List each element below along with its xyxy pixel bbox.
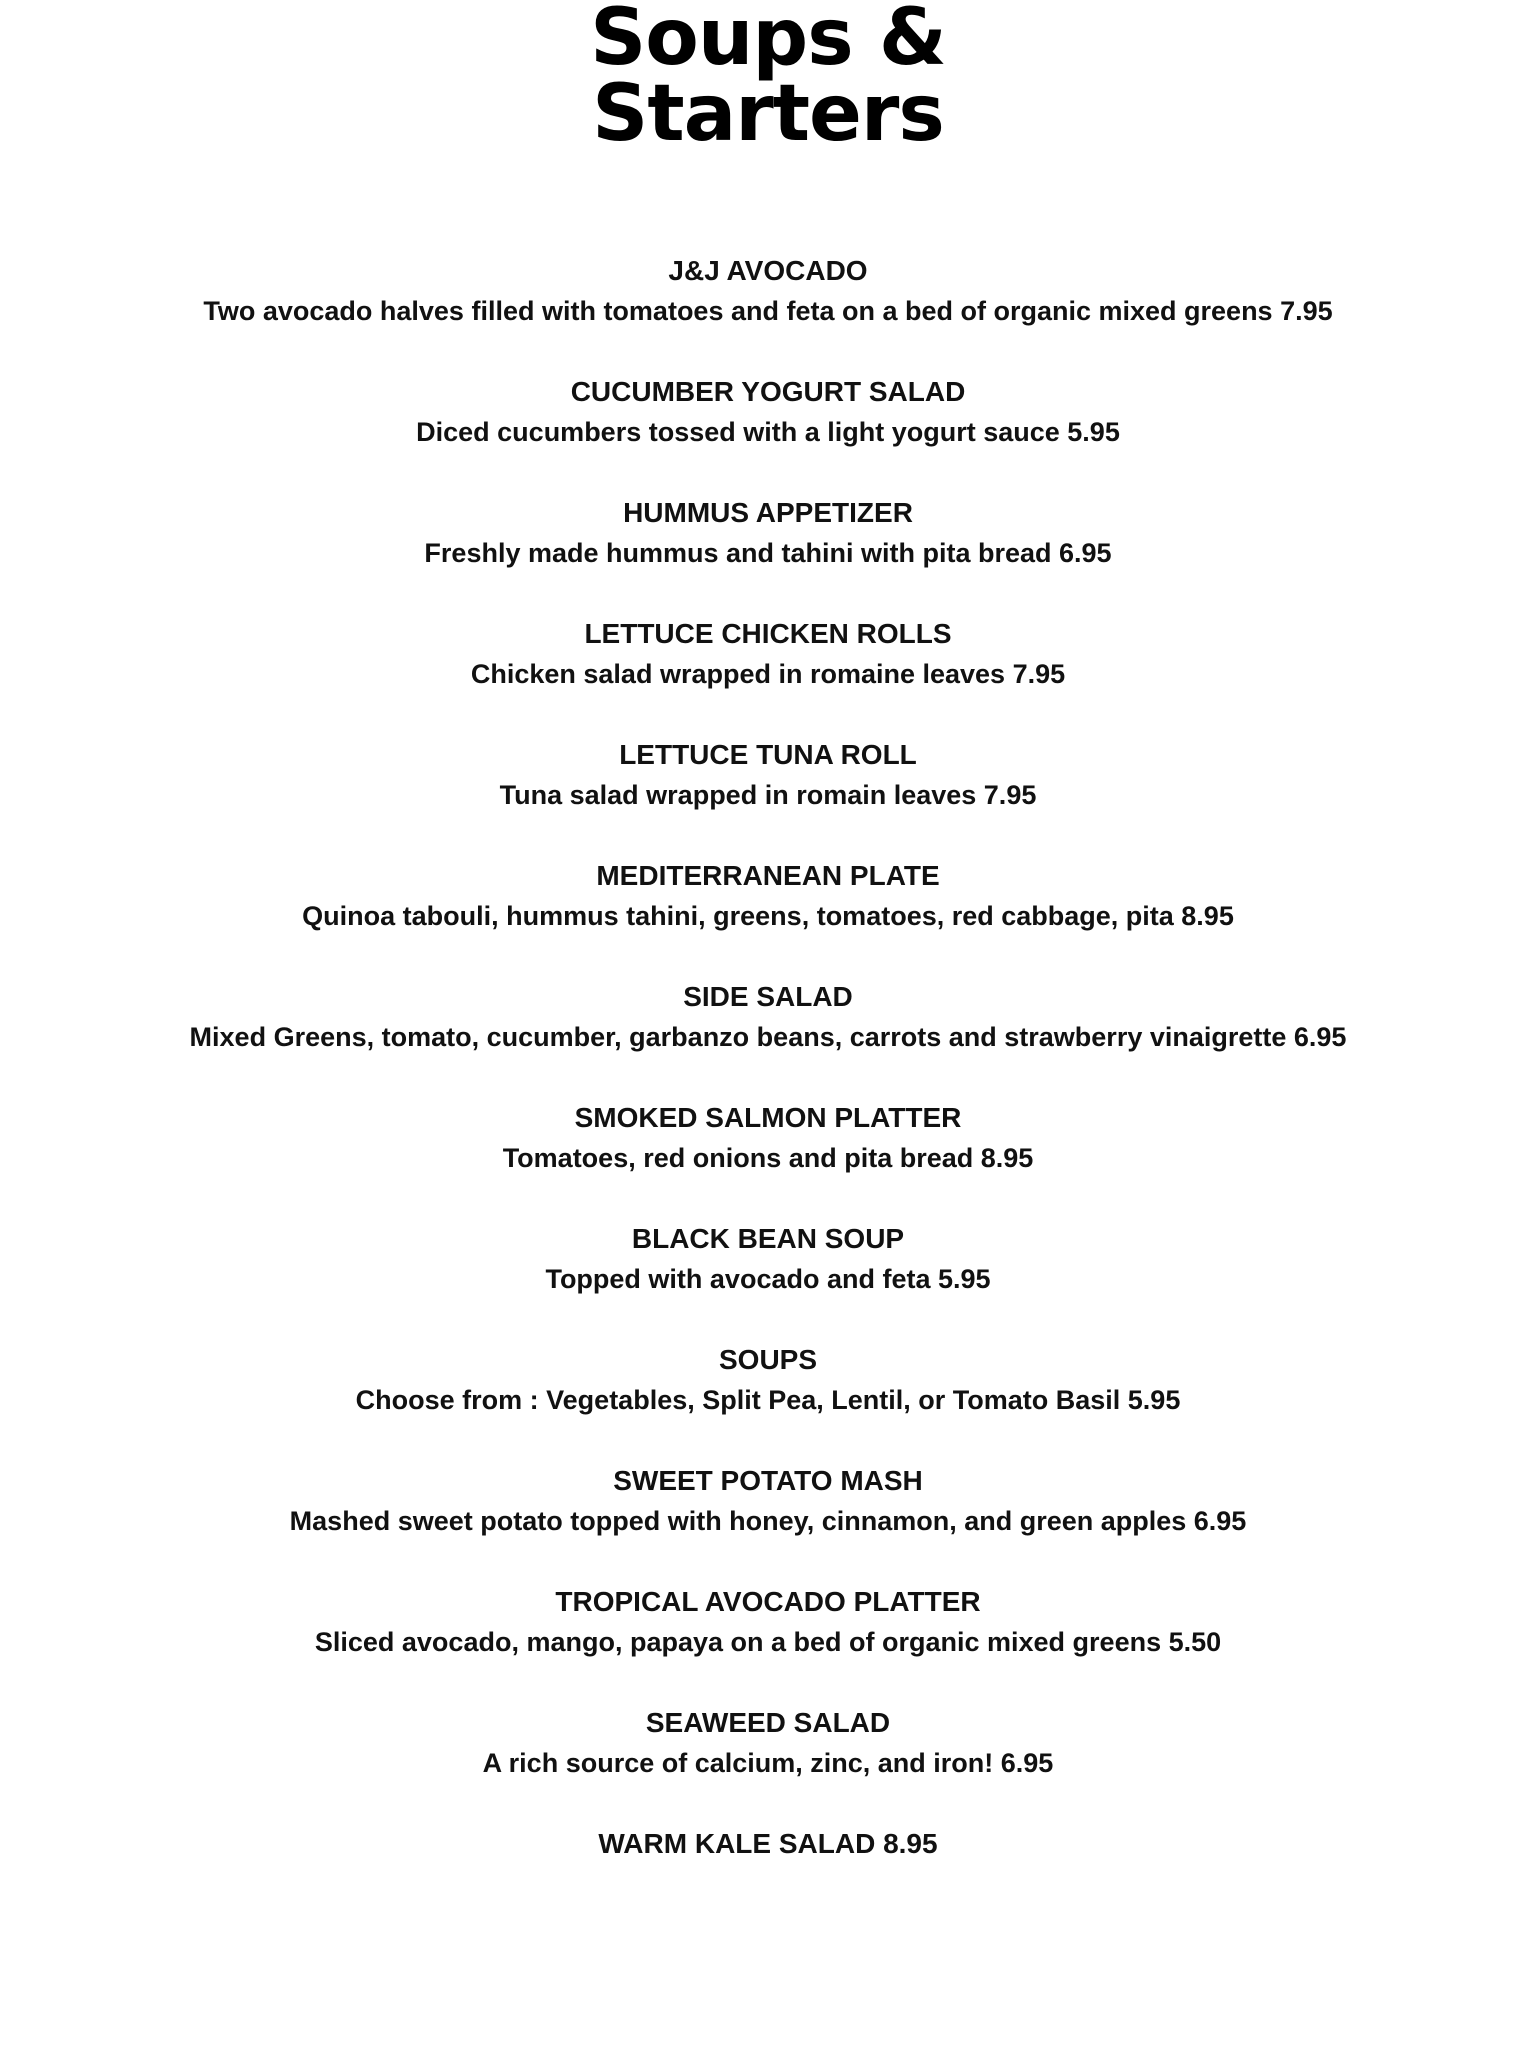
menu-item: [0, 1824, 1536, 1945]
menu-item-name: BLACK BEAN SOUP: [631, 1223, 905, 1254]
menu-item-name: WARM KALE SALAD 8.95: [598, 1828, 938, 1859]
menu-list: [0, 251, 1536, 1945]
menu-item-name: SOUPS: [718, 1344, 818, 1375]
menu-item-name: TROPICAL AVOCADO PLATTER: [555, 1586, 981, 1617]
menu-item-description: Choose from : Vegetables, Split Pea, Lentil, or Tomato Basil 5.95: [355, 1385, 1181, 1415]
menu-item: [0, 1703, 1536, 1824]
page-title: [0, 0, 1536, 159]
menu-item-name: J&J AVOCADO: [668, 255, 868, 286]
menu-item-description: Diced cucumbers tossed with a light yogurt sauce 5.95: [416, 417, 1120, 447]
menu-item-description: A rich source of calcium, zinc, and iron! 6.95: [482, 1748, 1054, 1778]
menu-item: [0, 1582, 1536, 1703]
menu-item-description: Chicken salad wrapped in romaine leaves 7.95: [470, 659, 1066, 689]
menu-item-name: SEAWEED SALAD: [645, 1707, 891, 1738]
menu-item: [0, 614, 1536, 735]
menu-item: [0, 1461, 1536, 1582]
menu-item-description: Sliced avocado, mango, papaya on a bed of organic mixed greens 5.50: [314, 1627, 1222, 1657]
menu-item-name: CUCUMBER YOGURT SALAD: [570, 376, 966, 407]
menu-item-name: MEDITERRANEAN PLATE: [596, 860, 940, 891]
menu-item-description: Two avocado halves filled with tomatoes and feta on a bed of organic mixed greens 7.95: [203, 296, 1333, 326]
menu-item-description: Mashed sweet potato topped with honey, cinnamon, and green apples 6.95: [289, 1506, 1247, 1536]
menu-item: [0, 735, 1536, 856]
menu-item: [0, 1098, 1536, 1219]
menu-item-name: SMOKED SALMON PLATTER: [574, 1102, 962, 1133]
menu-item-description: Quinoa tabouli, hummus tahini, greens, tomatoes, red cabbage, pita 8.95: [302, 901, 1234, 931]
menu-item-name: SWEET POTATO MASH: [613, 1465, 923, 1496]
menu-item: [0, 977, 1536, 1098]
title-line-2: Starters: [592, 69, 944, 159]
menu-item: [0, 1340, 1536, 1461]
menu-item-description: Tuna salad wrapped in romain leaves 7.95: [499, 780, 1037, 810]
menu-item-description: Topped with avocado and feta 5.95: [545, 1264, 991, 1294]
menu-item-description: Mixed Greens, tomato, cucumber, garbanzo beans, carrots and strawberry vinaigrette 6.95: [189, 1022, 1347, 1052]
menu-item-name: HUMMUS APPETIZER: [623, 497, 913, 528]
menu-item-name: SIDE SALAD: [683, 981, 853, 1012]
menu-item: [0, 1219, 1536, 1340]
menu-item-description: Tomatoes, red onions and pita bread 8.95: [502, 1143, 1034, 1173]
menu-item: [0, 493, 1536, 614]
menu-item: [0, 251, 1536, 372]
menu-item-name: LETTUCE TUNA ROLL: [619, 739, 917, 770]
menu-item: [0, 372, 1536, 493]
menu-item-name: LETTUCE CHICKEN ROLLS: [584, 618, 952, 649]
title-line-1: Soups &: [590, 0, 946, 83]
menu-item-description: Freshly made hummus and tahini with pita bread 6.95: [424, 538, 1112, 568]
menu-item: [0, 856, 1536, 977]
